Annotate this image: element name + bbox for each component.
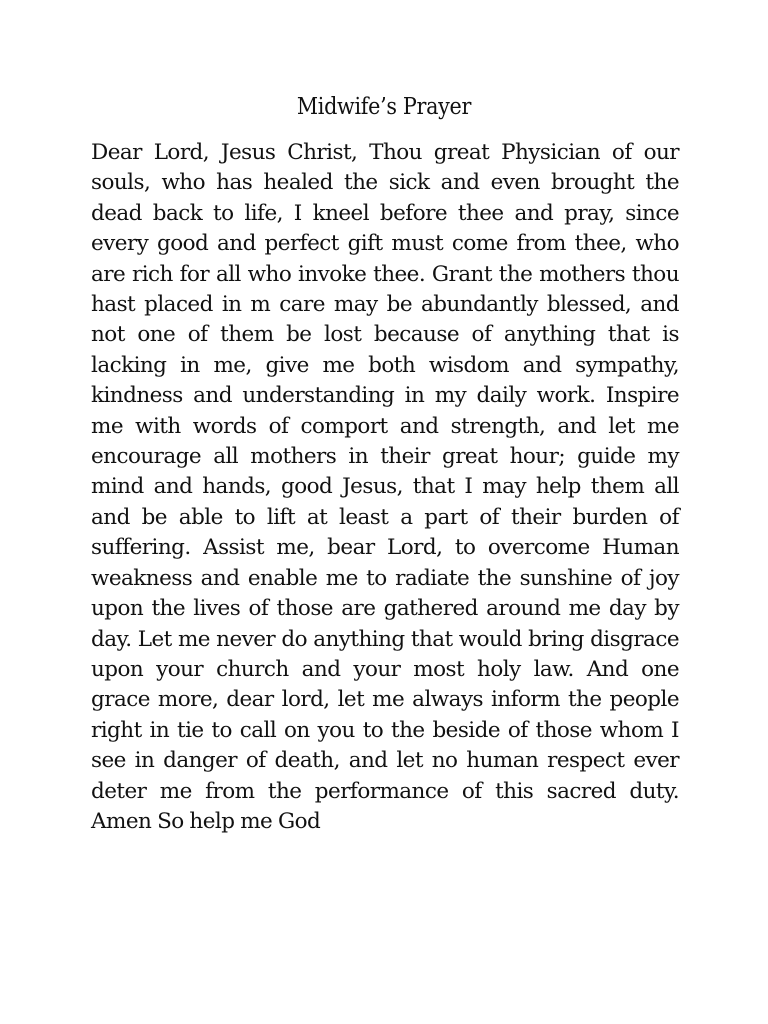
prayer-text: Dear Lord, Jesus Christ, Thou great Physician of our souls, who has healed the sick and even brought the dead back to life, I kneel before thee and pray, since every good and perfect gift must come from thee, who are rich for all who invoke thee. Grant the mothers thou hast placed in m care may be abundantly blessed, and not one of them be lost because of anything that is lacking in me, give me both wisdom and sympathy, kindness and understanding in my daily work. Inspire me with words of comport and strength, and let me encourage all mothers in their great hour; guide my mind and hands, good Jesus, that I may help them all and be able to lift at least a part of their burden of suffering. Assist me, bear Lord, to overcome Human weakness and enable me to radiate the sunshine of joy upon the lives of those are gathered around me day by day. Let me never do anything that would bring disgrace upon your church and your most holy law. And one grace more, dear lord, let me always inform the people right in tie to call on you to the beside of those whom I see in danger of death, and let no human respect ever deter me from the performance of this sacred duty. Amen So help me God: [91, 140, 679, 834]
page-title: Midwife’s Prayer: [296, 94, 472, 120]
